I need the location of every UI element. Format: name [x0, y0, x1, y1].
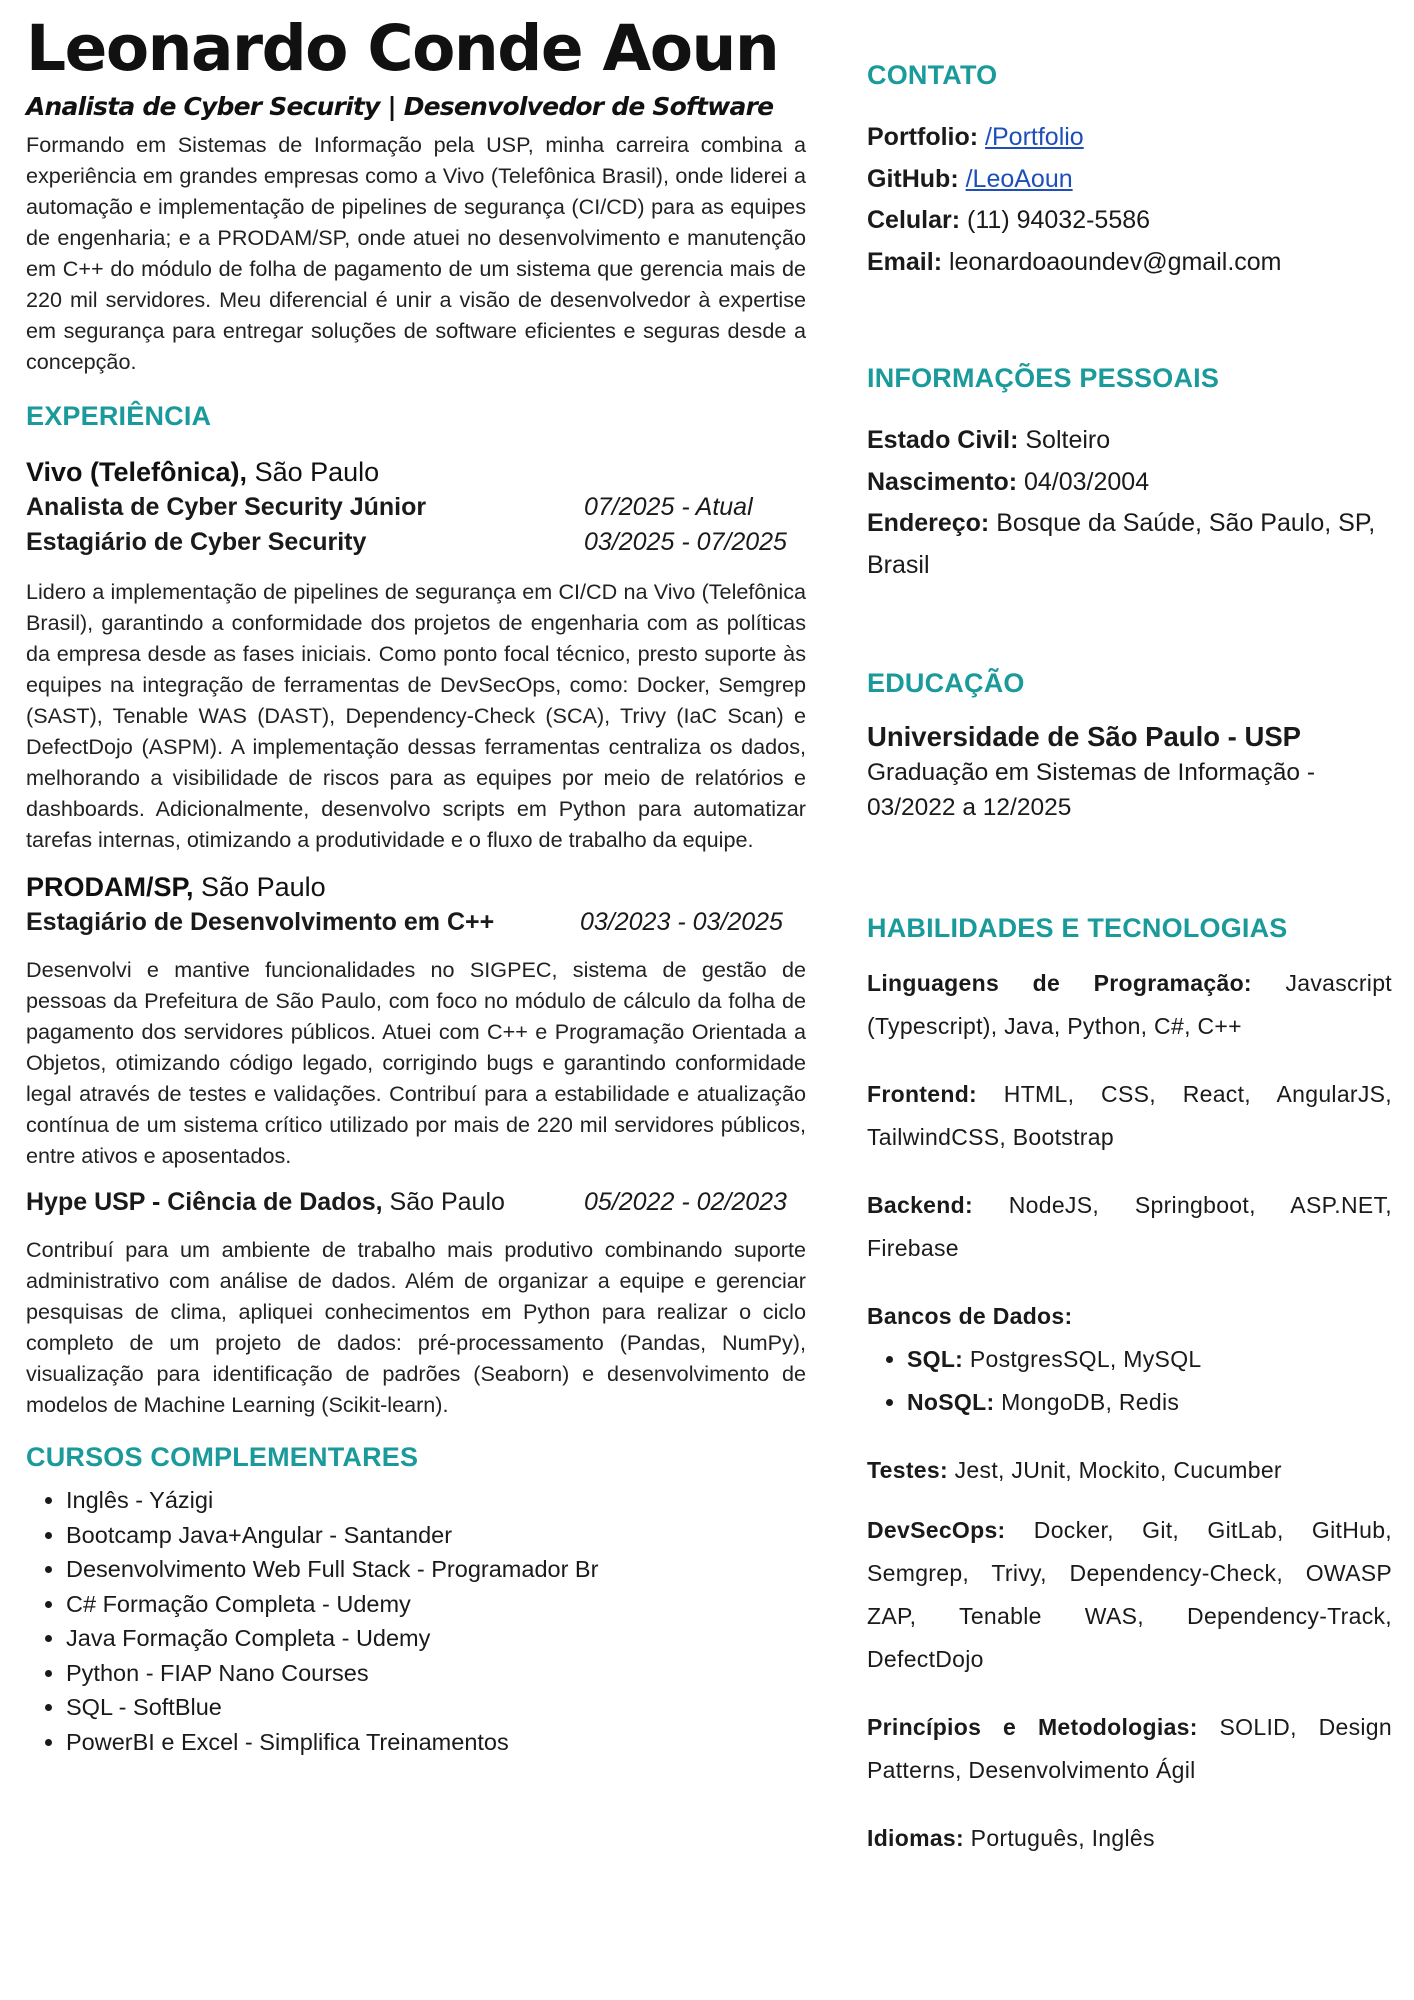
- courses-heading: CURSOS COMPLEMENTARES: [26, 1442, 419, 1472]
- experience-heading: EXPERIÊNCIA: [26, 401, 212, 431]
- database-item: [907, 1338, 1392, 1381]
- skill-principles: [867, 1706, 1392, 1792]
- course-item: • Bootcamp Java+Angular - Santander: [66, 1518, 806, 1553]
- database-item: [907, 1381, 1392, 1424]
- contact-github: [867, 159, 1392, 201]
- personal-marital-label: Estado Civil:: [867, 426, 1019, 454]
- skill-value: HTML, CSS, React, AngularJS, TailwindCSS, Bootstrap: [867, 1081, 1392, 1150]
- skill-value: Javascript (Typescript), Java, Python, C#, C++: [867, 970, 1392, 1039]
- portfolio-link[interactable]: /Portfolio: [985, 123, 1084, 151]
- skill-backend: [867, 1184, 1392, 1270]
- contact-email-label: Email:: [867, 247, 943, 276]
- skills-heading: HABILIDADES E TECNOLOGIAS: [867, 913, 1288, 943]
- github-link[interactable]: /LeoAoun: [965, 164, 1073, 193]
- course-item: • PowerBI e Excel - Simplifica Treinamentos: [66, 1725, 806, 1760]
- education-degree: Graduação em Sistemas de Informação - 03/2022 a 12/2025: [867, 759, 1316, 821]
- database-list: [867, 1338, 1392, 1424]
- skill-tests: [867, 1449, 1392, 1492]
- course-item: • Python - FIAP Nano Courses: [66, 1656, 806, 1691]
- job-location: São Paulo: [247, 457, 380, 487]
- contact-heading: CONTATO: [867, 60, 998, 90]
- personal-address: [867, 503, 1392, 586]
- personal-block: [867, 420, 1392, 586]
- right-column: [867, 60, 1392, 1860]
- job-role: Estagiário de Desenvolvimento em C++: [26, 908, 495, 936]
- education-institution: Universidade de São Paulo - USP: [867, 721, 1302, 752]
- course-item: • C# Formação Completa - Udemy: [66, 1587, 806, 1622]
- skills-block: [867, 962, 1392, 1860]
- job-location: São Paulo: [382, 1188, 505, 1216]
- courses-list: [26, 1483, 806, 1759]
- personal-birth: [867, 462, 1392, 504]
- job-hype: [26, 1185, 806, 1420]
- job-role-row: [26, 490, 806, 525]
- contact-email-value: leonardoaoundev@gmail.com: [942, 247, 1282, 276]
- job-dates: 07/2025 - Atual: [584, 493, 753, 521]
- contact-phone-value: (11) 94032-5586: [960, 206, 1151, 234]
- skill-devsecops: [867, 1509, 1392, 1681]
- skill-value: SOLID, Design Patterns, Desenvolvimento Ágil: [867, 1714, 1392, 1783]
- job-description: Desenvolvi e mantive funcionalidades no SIGPEC, sistema de gestão de pessoas da Prefeitura de São Paulo, com foco no módulo de cálculo da folha de pagamento dos servidores públicos. Atuei com C++ e Programação Orientada a Objetos, otimizando código legado, corrigindo bugs e garantindo conformidade legal através de testes e validações. Contribuí para a estabilidade e atualização contínua de um sistema crítico utilizado por mais de 220 mil servidores públicos, entre ativos e aposentados.: [26, 957, 806, 1168]
- skill-databases: [867, 1295, 1392, 1338]
- job-company: Vivo (Telefônica),: [26, 457, 248, 487]
- contact-email: [867, 242, 1392, 284]
- database-label: SQL:: [907, 1346, 964, 1372]
- job-role: Analista de Cyber Security Júnior: [26, 493, 427, 521]
- skill-label: Linguagens de Programação:: [867, 970, 1252, 996]
- skill-value: Docker, Git, GitLab, GitHub, Semgrep, Trivy, Dependency-Check, OWASP ZAP, Tenable WAS, Dependency-Track, DefectDojo: [867, 1517, 1392, 1672]
- skill-value: NodeJS, Springboot, ASP.NET, Firebase: [867, 1192, 1392, 1261]
- job-role: Estagiário de Cyber Security: [26, 528, 367, 556]
- skill-label: Backend:: [867, 1192, 973, 1218]
- course-item: • Java Formação Completa - Udemy: [66, 1621, 806, 1656]
- skill-label: Bancos de Dados:: [867, 1303, 1073, 1329]
- personal-birth-label: Nascimento:: [867, 467, 1018, 496]
- job-company: PRODAM/SP,: [26, 872, 194, 902]
- skill-frontend: [867, 1073, 1392, 1159]
- contact-phone: [867, 200, 1392, 242]
- left-column: [26, 10, 806, 1759]
- personal-birth-value: 04/03/2004: [1017, 467, 1150, 496]
- education-block: [867, 719, 1392, 825]
- personal-marital: [867, 420, 1392, 462]
- contact-phone-label: Celular:: [867, 206, 961, 234]
- course-item: • Desenvolvimento Web Full Stack - Programador Br: [66, 1552, 806, 1587]
- job-company-line: [26, 454, 806, 490]
- course-item: • SQL - SoftBlue: [66, 1690, 806, 1725]
- job-dates: 05/2022 - 02/2023: [584, 1188, 787, 1216]
- skill-value: Português, Inglês: [963, 1825, 1155, 1851]
- job-vivo: [26, 454, 806, 855]
- skill-label: Idiomas:: [867, 1825, 964, 1851]
- job-dates: 03/2025 - 07/2025: [584, 528, 787, 556]
- skill-label: DevSecOps:: [867, 1517, 1006, 1543]
- skill-label: Princípios e Metodologias:: [867, 1714, 1198, 1740]
- skill-value: Jest, JUnit, Mockito, Cucumber: [947, 1457, 1282, 1483]
- personal-address-value: Bosque da Saúde, São Paulo, SP, Brasil: [867, 509, 1376, 579]
- contact-block: [867, 117, 1392, 283]
- job-description: Contribuí para um ambiente de trabalho mais produtivo combinando suporte administrativo com análise de dados. Além de organizar a equipe e gerenciar pesquisas de clima, apliquei conhecimentos em Python para realizar o ciclo completo de um projeto de dados: pré-processamento (Pandas, NumPy), visualização para identificação de padrões (Seaborn) e desenvolvimento de modelos de Machine Learning (Scikit-learn).: [26, 1237, 806, 1417]
- contact-github-label: GitHub:: [867, 164, 959, 193]
- candidate-name: Leonardo Conde Aoun: [26, 12, 779, 85]
- job-prodam: [26, 869, 806, 1171]
- contact-portfolio: [867, 117, 1392, 159]
- skill-idioms: [867, 1817, 1392, 1860]
- contact-portfolio-label: Portfolio:: [867, 123, 979, 151]
- database-value: MongoDB, Redis: [994, 1389, 1180, 1415]
- job-header-row: [26, 1185, 806, 1220]
- job-description: Lidero a implementação de pipelines de segurança em CI/CD na Vivo (Telefônica Brasil), garantindo a conformidade dos projetos de engenharia com as políticas da empresa desde as fases iniciais. Como ponto focal técnico, presto suporte às equipes na integração de ferramentas de DevSecOps, como: Docker, Semgrep (SAST), Tenable WAS (DAST), Dependency-Check (SCA), Trivy (IaC Scan) e DefectDojo (ASPM). A implementação dessas ferramentas centraliza os dados, melhorando a visibilidade de riscos para as equipes por meio de relatórios e dashboards. Adicionalmente, desenvolvo scripts em Python para automatizar tarefas internas, otimizando a produtividade e o fluxo de trabalho da equipe.: [26, 579, 806, 852]
- education-heading: EDUCAÇÃO: [867, 668, 1025, 698]
- candidate-subtitle: Analista de Cyber Security | Desenvolvedor de Software: [26, 92, 774, 121]
- skill-label: Frontend:: [867, 1081, 978, 1107]
- skill-label: Testes:: [867, 1457, 948, 1483]
- course-item: • Inglês - Yázigi: [66, 1483, 806, 1518]
- database-label: NoSQL:: [907, 1389, 995, 1415]
- database-value: PostgresSQL, MySQL: [963, 1346, 1202, 1372]
- personal-heading: INFORMAÇÕES PESSOAIS: [867, 363, 1220, 393]
- job-role-row: [26, 525, 806, 560]
- job-company-line: [26, 869, 806, 905]
- personal-address-label: Endereço:: [867, 509, 990, 537]
- summary-text: Formando em Sistemas de Informação pela USP, minha carreira combina a experiência em grandes empresas como a Vivo (Telefônica Brasil), onde liderei a automação e implementação de pipelines de segurança (CI/CD) para as equipes de engenharia; e a PRODAM/SP, onde atuei no desenvolvimento e manutenção em C++ do módulo de folha de pagamento de um sistema que gerencia mais de 220 mil servidores. Meu diferencial é unir a visão de desenvolvedor à expertise em segurança para entregar soluções de software eficientes e seguras desde a concepção.: [26, 132, 806, 374]
- personal-marital-value: Solteiro: [1018, 426, 1111, 454]
- job-company: Hype USP - Ciência de Dados,: [26, 1188, 383, 1216]
- job-role-row: [26, 905, 806, 940]
- job-dates: 03/2023 - 03/2025: [580, 908, 783, 936]
- job-location: São Paulo: [193, 872, 326, 902]
- skill-languages: [867, 962, 1392, 1048]
